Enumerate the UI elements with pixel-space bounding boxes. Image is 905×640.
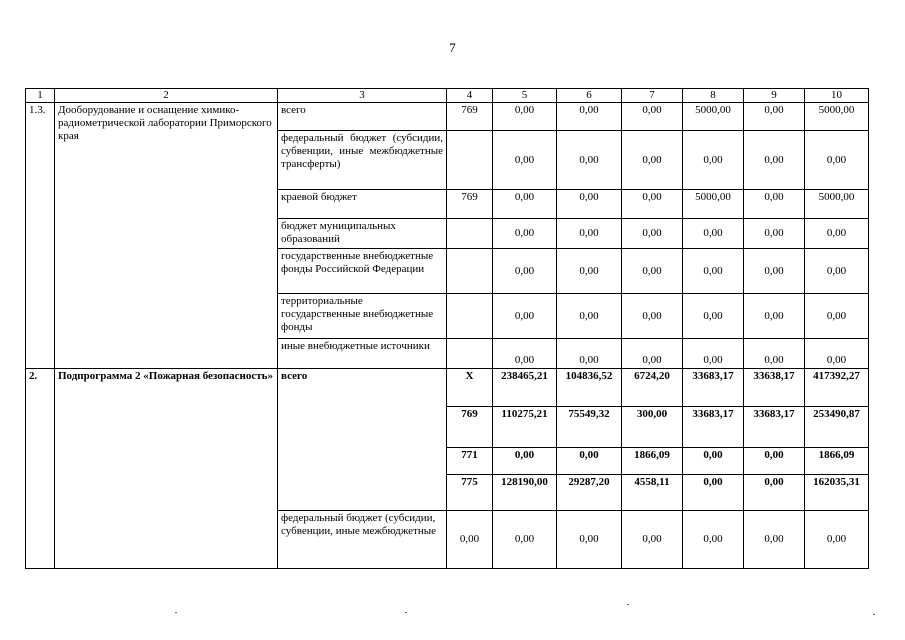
row-code: 769 xyxy=(447,103,493,131)
table-row xyxy=(26,369,869,407)
table-cell: 0,00 xyxy=(744,448,805,475)
table-cell: 0,00 xyxy=(447,511,493,569)
scan-speck xyxy=(627,604,629,605)
table-cell: 0,00 xyxy=(683,511,744,569)
col-header: 1 xyxy=(26,89,55,103)
table-cell: 0,00 xyxy=(622,249,683,294)
table-cell: 0,00 xyxy=(493,219,557,249)
row-label: федеральный бюджет (субсидии, субвенции, иные межбюджетные xyxy=(278,511,447,569)
row-code: 769 xyxy=(447,407,493,448)
row-code xyxy=(447,294,493,339)
col-header: 8 xyxy=(683,89,744,103)
table-cell: 0,00 xyxy=(557,103,622,131)
table-cell: 33683,17 xyxy=(683,407,744,448)
table-cell: 0,00 xyxy=(493,103,557,131)
budget-table xyxy=(25,88,869,569)
table-cell: 0,00 xyxy=(557,190,622,219)
table-cell: 0,00 xyxy=(622,511,683,569)
table-cell: 1866,09 xyxy=(622,448,683,475)
table-cell: 0,00 xyxy=(805,249,869,294)
table-cell: 0,00 xyxy=(683,475,744,511)
col-header: 3 xyxy=(278,89,447,103)
page-number: 7 xyxy=(449,40,456,55)
table-cell: 0,00 xyxy=(493,339,557,369)
table-cell: 0,00 xyxy=(493,131,557,190)
row-label: всего xyxy=(278,369,447,511)
col-header: 6 xyxy=(557,89,622,103)
scan-speck xyxy=(873,614,875,615)
table-cell: 0,00 xyxy=(744,190,805,219)
table-cell: 0,00 xyxy=(557,249,622,294)
table-cell: 0,00 xyxy=(493,448,557,475)
table-cell: 0,00 xyxy=(805,339,869,369)
row-code xyxy=(447,131,493,190)
table-cell: 110275,21 xyxy=(493,407,557,448)
table-cell: 0,00 xyxy=(744,103,805,131)
table-cell: 0,00 xyxy=(744,511,805,569)
row-code: 771 xyxy=(447,448,493,475)
table-cell: 300,00 xyxy=(622,407,683,448)
row-label: иные внебюджетные источники xyxy=(278,339,447,369)
table-cell: 0,00 xyxy=(557,339,622,369)
table-row xyxy=(26,103,869,131)
table-cell: 0,00 xyxy=(622,103,683,131)
col-header: 4 xyxy=(447,89,493,103)
table-cell: 5000,00 xyxy=(683,103,744,131)
row-code xyxy=(447,249,493,294)
table-cell: 0,00 xyxy=(557,131,622,190)
table-cell: 5000,00 xyxy=(805,103,869,131)
table-cell: 253490,87 xyxy=(805,407,869,448)
header-row xyxy=(26,89,869,103)
col-header: 2 xyxy=(55,89,278,103)
row-code: 769 xyxy=(447,190,493,219)
table-cell: 4558,11 xyxy=(622,475,683,511)
row-code xyxy=(447,219,493,249)
table-cell: 0,00 xyxy=(493,190,557,219)
table-cell: 0,00 xyxy=(683,339,744,369)
col-header: 9 xyxy=(744,89,805,103)
section-title: Дооборудование и оснащение химико-радиометрической лаборатории Приморского края xyxy=(55,103,278,369)
table-cell: 0,00 xyxy=(493,511,557,569)
scan-speck xyxy=(405,612,407,613)
table-cell: 0,00 xyxy=(805,511,869,569)
table-cell: 0,00 xyxy=(683,249,744,294)
table-cell: 0,00 xyxy=(683,448,744,475)
table-cell: 0,00 xyxy=(622,294,683,339)
table-cell: 33638,17 xyxy=(744,369,805,407)
table-cell: 0,00 xyxy=(622,190,683,219)
table-cell: 33683,17 xyxy=(744,407,805,448)
table-cell: 0,00 xyxy=(744,339,805,369)
table-cell: 0,00 xyxy=(744,131,805,190)
row-label: краевой бюджет xyxy=(278,190,447,219)
col-header: 10 xyxy=(805,89,869,103)
col-header: 7 xyxy=(622,89,683,103)
row-label: территориальные государственные внебюджетные фонды xyxy=(278,294,447,339)
table-cell: 1866,09 xyxy=(805,448,869,475)
table-cell: 0,00 xyxy=(557,219,622,249)
row-label: бюджет муниципальных образований xyxy=(278,219,447,249)
table-cell: 0,00 xyxy=(683,131,744,190)
table-cell: 0,00 xyxy=(744,219,805,249)
table-cell: 0,00 xyxy=(805,219,869,249)
section-number: 1.3. xyxy=(26,103,55,369)
table-cell: 0,00 xyxy=(683,219,744,249)
row-code: Х xyxy=(447,369,493,407)
table-cell: 0,00 xyxy=(493,249,557,294)
table-cell: 0,00 xyxy=(744,294,805,339)
row-label: государственные внебюджетные фонды Российской Федерации xyxy=(278,249,447,294)
table-cell: 0,00 xyxy=(805,131,869,190)
table-cell: 238465,21 xyxy=(493,369,557,407)
table-cell: 0,00 xyxy=(805,294,869,339)
section-title: Подпрограмма 2 «Пожарная безопасность» xyxy=(55,369,278,569)
table-cell: 0,00 xyxy=(622,131,683,190)
table-cell: 162035,31 xyxy=(805,475,869,511)
scan-speck xyxy=(175,612,177,613)
table-cell: 128190,00 xyxy=(493,475,557,511)
table-cell: 5000,00 xyxy=(683,190,744,219)
table-cell: 0,00 xyxy=(744,475,805,511)
col-header: 5 xyxy=(493,89,557,103)
table-cell: 29287,20 xyxy=(557,475,622,511)
table-cell: 5000,00 xyxy=(805,190,869,219)
table-cell: 0,00 xyxy=(557,511,622,569)
row-label: федеральный бюджет (субсидии, субвенции, иные межбюджетные трансферты) xyxy=(278,131,447,190)
table-cell: 33683,17 xyxy=(683,369,744,407)
row-code: 775 xyxy=(447,475,493,511)
table-cell: 0,00 xyxy=(557,294,622,339)
table-cell: 0,00 xyxy=(557,448,622,475)
table-cell: 104836,52 xyxy=(557,369,622,407)
table-cell: 417392,27 xyxy=(805,369,869,407)
table-cell: 75549,32 xyxy=(557,407,622,448)
table-cell: 0,00 xyxy=(493,294,557,339)
table-cell: 0,00 xyxy=(622,339,683,369)
section-number: 2. xyxy=(26,369,55,569)
table-cell: 0,00 xyxy=(683,294,744,339)
row-code xyxy=(447,339,493,369)
table-cell: 6724,20 xyxy=(622,369,683,407)
table-cell: 0,00 xyxy=(622,219,683,249)
row-label: всего xyxy=(278,103,447,131)
table-cell: 0,00 xyxy=(744,249,805,294)
